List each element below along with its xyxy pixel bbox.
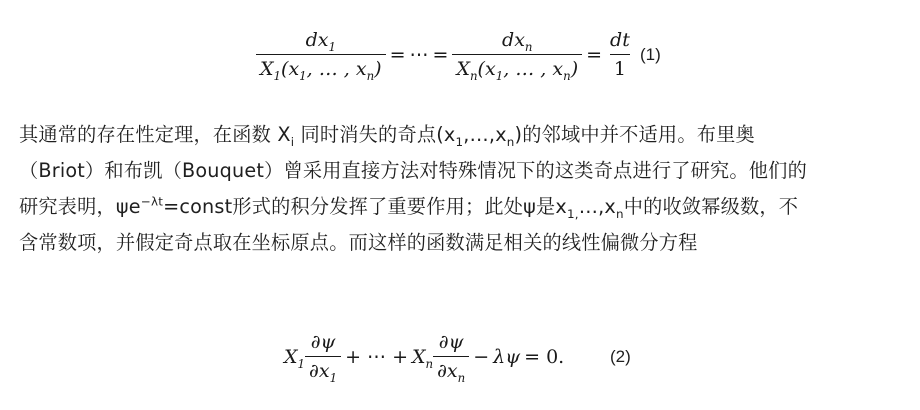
fraction-numerator: dt <box>610 29 630 51</box>
equals-zero: = 0. <box>524 345 565 368</box>
fraction-dxn <box>452 28 582 81</box>
fraction-numerator: ∂ψ <box>438 331 464 353</box>
fraction-dpsi-dxn <box>433 330 469 383</box>
coefficient-xn: $X_n$ <box>412 345 434 371</box>
equals-sign: = <box>389 43 406 66</box>
paragraph-line-3: 研究表明，$\psi e^{-\lambda t}=const$形式的积分发挥了重要作用；此处ψ是$x_{1,}\dots,x_n$中的收敛幂级数，不 <box>19 194 799 221</box>
equals-sign: = <box>432 43 449 66</box>
lambda-psi: λψ <box>493 345 521 368</box>
fraction-denominator: 1 <box>610 54 630 81</box>
ellipsis: ⋯ <box>409 43 429 66</box>
fraction-dt <box>606 28 634 81</box>
equation-number-2: (2) <box>610 347 631 366</box>
body-paragraph <box>19 117 909 261</box>
fraction-denominator: $X_n(x_1$, … , $x_n$) <box>452 54 582 81</box>
equals-sign: = <box>586 43 603 66</box>
fraction-dpsi-dx1 <box>305 330 341 383</box>
paragraph-line-4: 含常数项，并假定奇点取在坐标原点。而这样的函数满足相关的线性偏微分方程 <box>19 231 698 254</box>
fraction-denominator: $\partial x_n$ <box>433 356 469 383</box>
equation-number-1: (1) <box>640 45 661 64</box>
fraction-numerator: ∂ψ <box>310 331 336 353</box>
coefficient-x1: $X_1$ <box>284 345 306 371</box>
fraction-denominator: $X_1(x_1$, … , $x_n$) <box>256 54 386 81</box>
equation-2 <box>284 330 568 383</box>
fraction-numerator: $dx_1$ <box>305 29 336 54</box>
fraction-denominator: $\partial x_1$ <box>305 356 341 383</box>
minus-sign: − <box>473 345 490 368</box>
fraction-dx1 <box>256 28 386 81</box>
fraction-numerator: $dx_n$ <box>502 29 533 54</box>
plus-ellipsis-plus: + ⋯ + <box>345 345 408 368</box>
equation-1 <box>256 28 634 81</box>
paragraph-line-2: （Briot）和布凯（Bouquet）曾采用直接方法对特殊情况下的这类奇点进行了研究。他们的 <box>19 159 807 182</box>
paragraph-line-1: 其通常的存在性定理，在函数 $X_i$ 同时消失的奇点$(x_1,\dots,x_n)$的邻域中并不适用。布里奥 <box>19 123 755 149</box>
